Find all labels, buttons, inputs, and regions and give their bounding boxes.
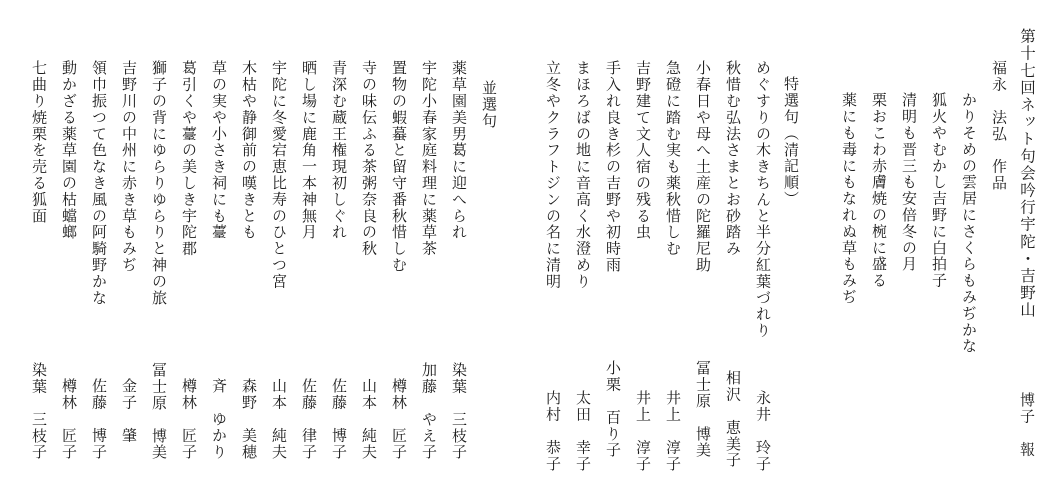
featured-poem: 薬にも毒にもなれぬ草もみぢ <box>840 92 858 306</box>
selected-poem: 宇陀に冬愛宕恵比寿のひとつ宮 <box>270 60 288 290</box>
selected-poem: 薬草園美男葛に迎へられ <box>450 60 468 241</box>
featured-author: 福永 法弘 作品 <box>990 60 1008 192</box>
special-poem: 手入れ良き杉の吉野や初時雨 <box>604 60 622 274</box>
reporter-name: 博子 報 <box>1018 392 1036 458</box>
selected-author: 佐藤 律子 <box>300 378 318 460</box>
selected-author: 森野 美穂 <box>240 378 258 460</box>
selected-poem: 獅子の背にゆらりゆらりと神の旅 <box>150 60 168 306</box>
selected-poem: 七曲り焼栗を売る狐面 <box>30 60 48 224</box>
selected-poem: 青深む蔵王権現初しぐれ <box>330 60 348 241</box>
special-poem: まほろばの地に音高く水澄めり <box>574 60 592 290</box>
selected-poem: 宇陀小春家庭料理に薬草茶 <box>420 60 438 257</box>
special-author: 冨士原 博美 <box>694 360 712 459</box>
special-author: 相沢 恵美子 <box>724 370 742 469</box>
selected-author: 斉 ゆかり <box>210 378 228 460</box>
selected-author: 佐藤 博子 <box>330 378 348 460</box>
selected-poem: 寺の味伝ふる茶粥奈良の秋 <box>360 60 378 257</box>
special-poem: 立冬やクラフトジンの名に清明 <box>544 60 562 290</box>
selected-author: 樽林 匠子 <box>390 378 408 460</box>
selected-author: 加藤 やえ子 <box>420 362 438 461</box>
selected-poem: 動かざる薬草園の枯蟷螂 <box>60 60 78 241</box>
selected-poem: 置物の蝦蟇と留守番秋惜しむ <box>390 60 408 274</box>
special-author: 内村 恭子 <box>544 390 562 472</box>
featured-poem: 狐火やむかし吉野に白拍子 <box>930 92 948 289</box>
selected-author: 樽林 匠子 <box>60 378 78 460</box>
featured-poem: 清明も晋三も安倍冬の月 <box>900 92 918 273</box>
special-poem: 秋惜む弘法さまとお砂踏み <box>724 60 742 257</box>
selected-author: 染葉 三枝子 <box>30 362 48 461</box>
featured-poem: かりそめの雲居にさくらもみぢかな <box>960 92 978 355</box>
selected-author: 佐藤 博子 <box>90 378 108 460</box>
selected-author: 山本 純夫 <box>360 378 378 460</box>
selected-author: 山本 純夫 <box>270 378 288 460</box>
selected-author: 金子 肇 <box>120 378 138 444</box>
selected-author: 染葉 三枝子 <box>450 362 468 461</box>
special-poem: 急磴に踏む実も薬秋惜しむ <box>664 60 682 257</box>
special-author: 小栗 百り子 <box>604 360 622 459</box>
special-author: 太田 幸子 <box>574 390 592 472</box>
special-author: 井上 淳子 <box>634 390 652 472</box>
selected-author: 樽林 匠子 <box>180 378 198 460</box>
selected-poem: 吉野川の中州に赤き草もみぢ <box>120 60 138 274</box>
special-author: 永井 玲子 <box>754 390 772 472</box>
selected-poem: 葛引くや薹の美しき宇陀郡 <box>180 60 198 257</box>
special-poem: 吉野建て文人宿の残る虫 <box>634 60 652 241</box>
featured-poem: 栗おこわ赤膚焼の椀に盛る <box>870 92 888 289</box>
selected-poem: 草の実や小さき祠にも薹 <box>210 60 228 241</box>
report-title: 第十七回ネット句会吟行宇陀・吉野山 <box>1018 28 1036 319</box>
selected-heading: 並選句 <box>480 80 498 130</box>
special-heading: 特選句（清記順） <box>782 76 800 208</box>
special-poem: 小春日や母へ土産の陀羅尼助 <box>694 60 712 274</box>
selected-author: 冨士原 博美 <box>150 362 168 461</box>
selected-poem: 領巾振つて色なき風の阿騎野かな <box>90 60 108 306</box>
selected-poem: 木枯や静御前の嘆きとも <box>240 60 258 241</box>
selected-poem: 晒し場に鹿角一本神無月 <box>300 60 318 241</box>
special-author: 井上 淳子 <box>664 390 682 472</box>
special-poem: めぐすりの木きちんと半分紅葉づれり <box>754 60 772 339</box>
